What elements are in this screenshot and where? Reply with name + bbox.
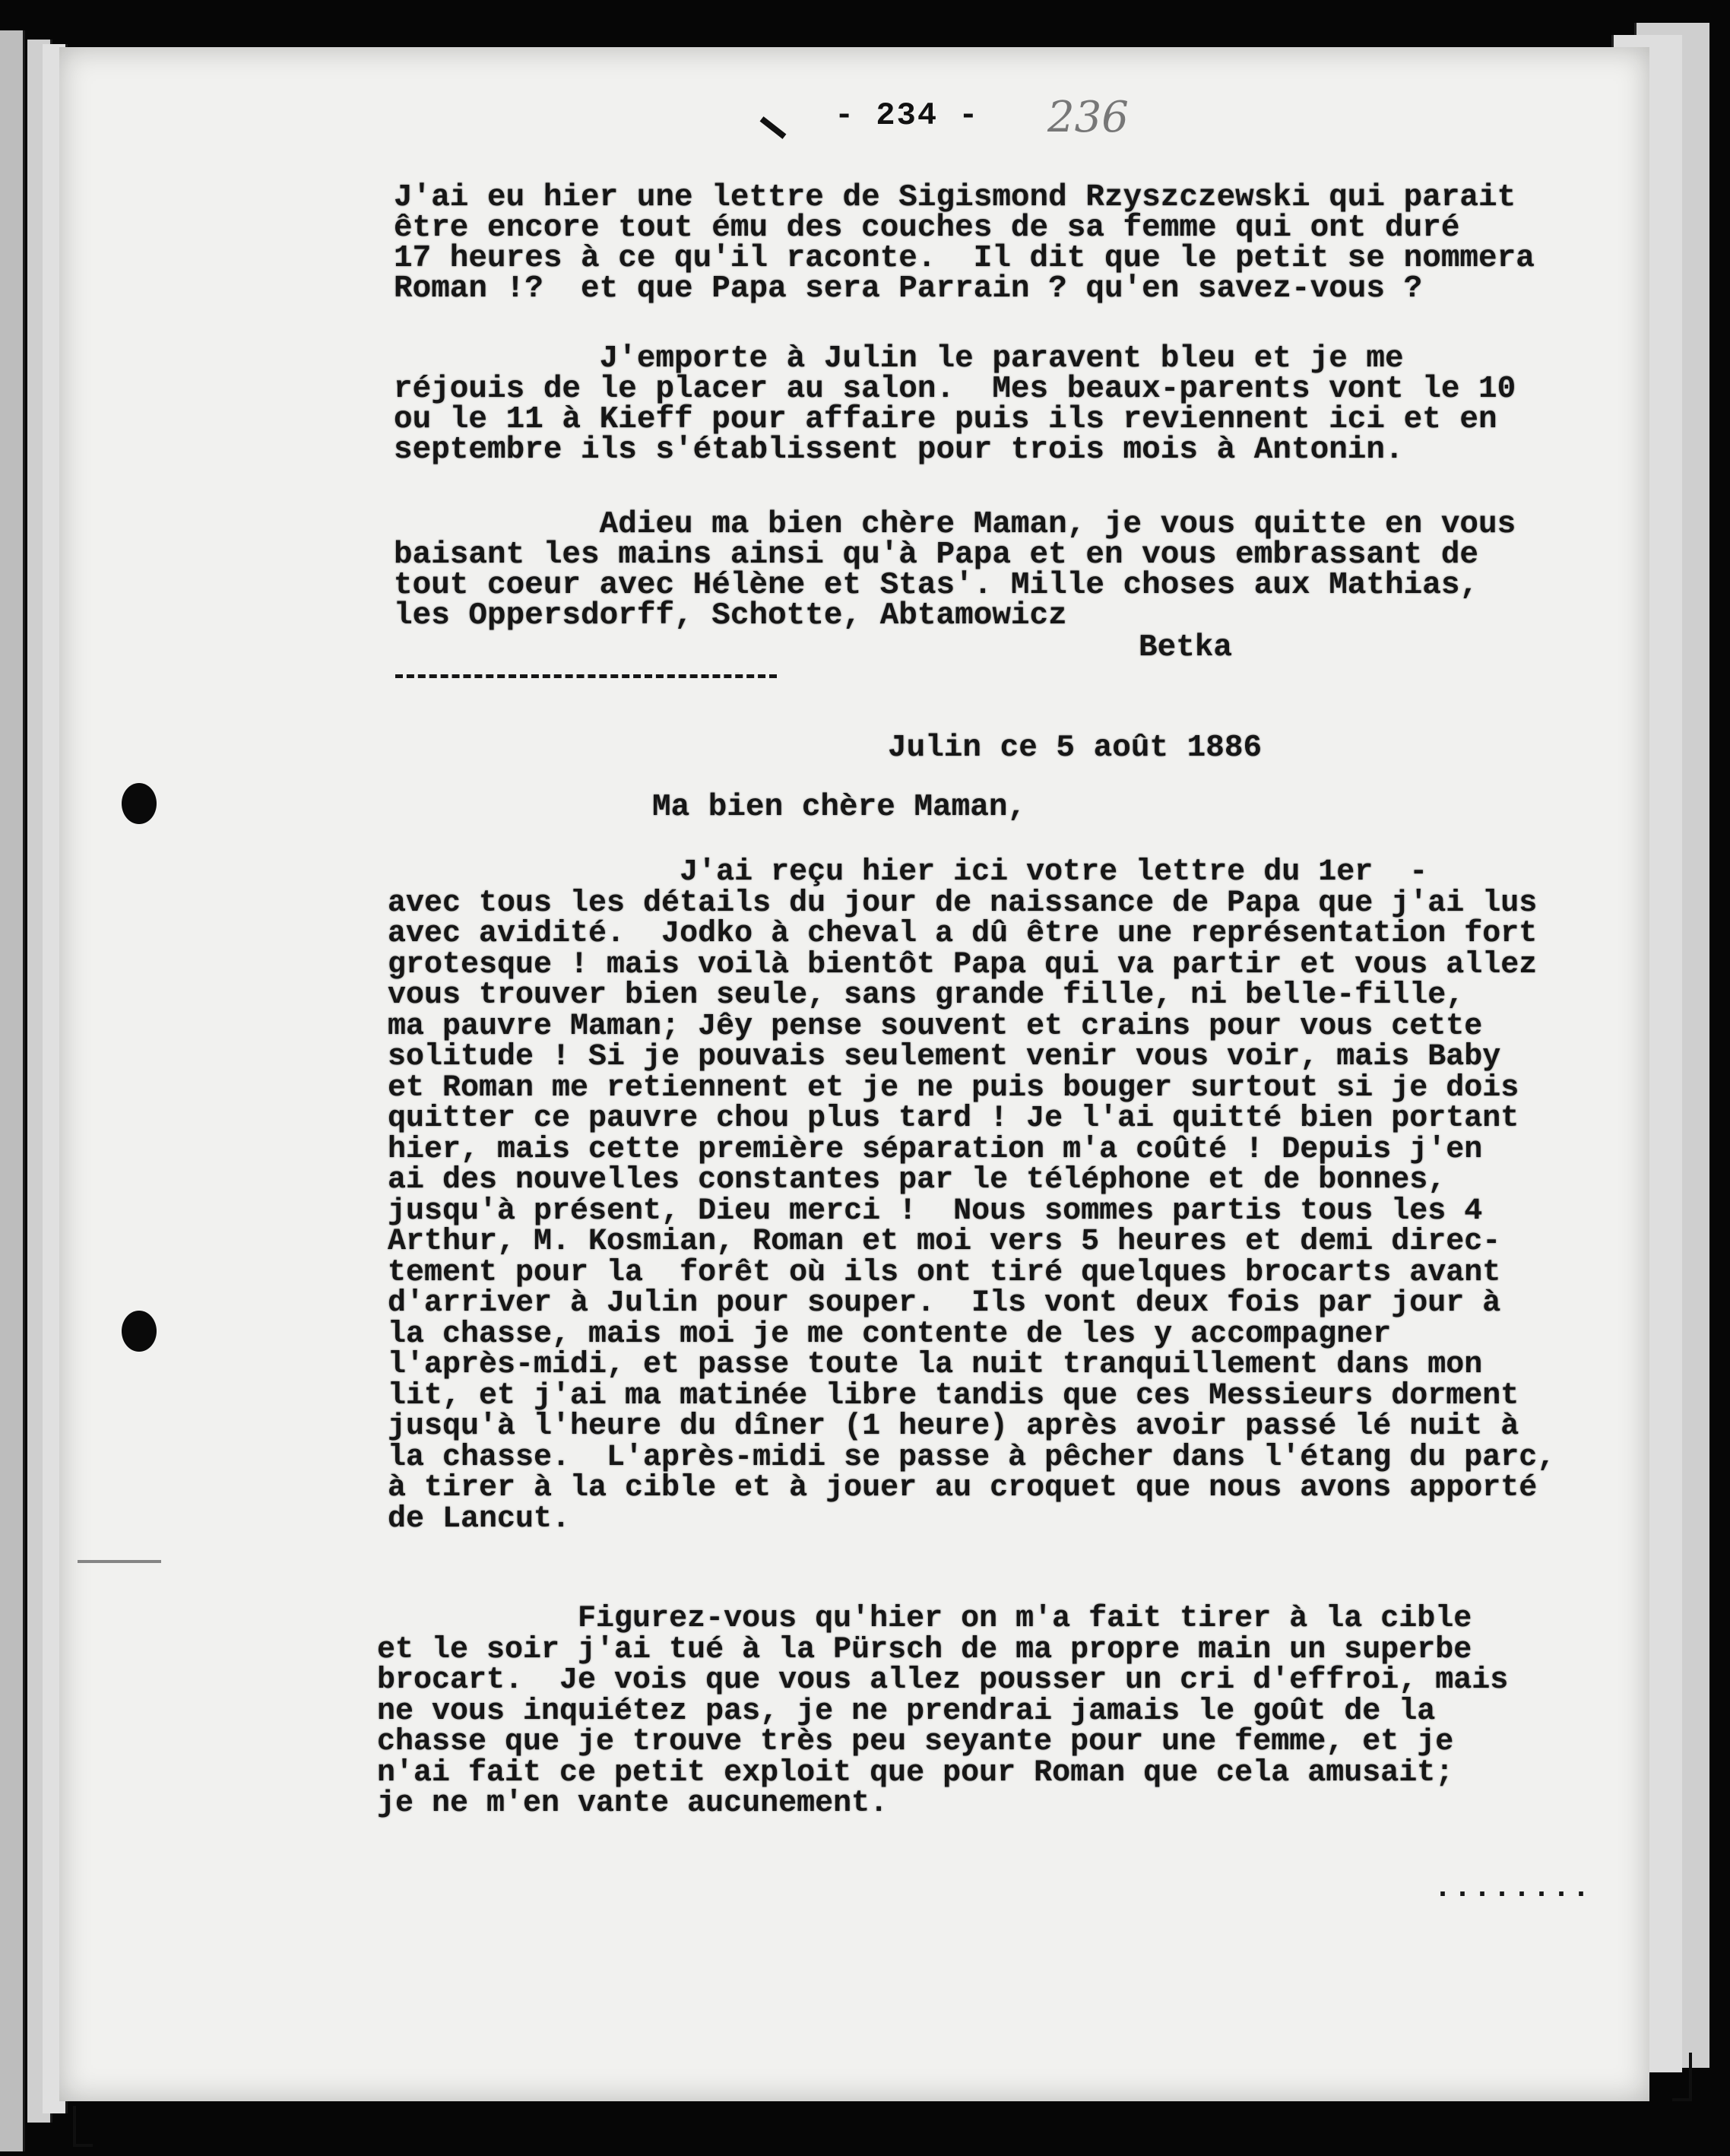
crop-mark — [1672, 2053, 1692, 2101]
punch-hole — [122, 783, 157, 824]
continuation-dots: ........ — [1434, 1872, 1592, 1906]
punch-hole — [122, 1311, 157, 1352]
signature: Betka — [1139, 630, 1233, 665]
letter-paragraph: Figurez-vous qu'hier on m'a fait tirer à la cible et le soir j'ai tué à la Pürsch de ma propre main un superbe brocart. Je vois que vous allez pousser un cri d'effroi, mais ne vous inquiétez pas, je ne prendrai jamais le goût de la chasse que je trouve très peu seyante pour une femme, et je n'ai fait ce petit exploit que pour Roman que cela amusait; je ne m'en vante aucunement. — [377, 1602, 1509, 1821]
dateline: Julin ce 5 août 1886 — [888, 731, 1263, 766]
letter-paragraph: J'ai reçu hier ici votre lettre du 1er - avec tous les détails du jour de naissance de Papa que j'ai lus avec avidité. Jodko à cheval a dû être une représentation fort grotesque ! mais voilà bientôt Papa qui va partir et vous allez vous trouver bien seule, sans grande fille, ni belle-fille, ma pauvre Maman; Jêy pense souvent et crains pour vous cette solitude ! Si je pouvais seulement venir vous voir, mais Baby et Roman me retiennent et je ne puis bouger surtout si je dois quitter ce pauvre chou plus tard ! Je l'ai quitté bien portant hier, mais cette première séparation m'a coûté ! Depuis j'en ai des nouvelles constantes par le téléphone et de bonnes, jusqu'à présent, Dieu merci ! Nous sommes partis tous les 4 Arthur, M. Kosmian, Roman et moi vers 5 heures et demi direc- tement pour la forêt où ils ont tiré quelques brocarts avant d'arriver à Julin pour souper. Ils vont deux fois par jour à la chasse, mais moi je me contente de les y accompagner l'après-midi, et passe toute la nuit tranquillement dans mon lit, et j'ai ma matinée libre tandis que ces Messieurs dorment jusqu'à l'heure du dîner (1 heure) après avoir passé lé nuit à la chasse. L'après-midi se passe à pêcher dans l'étang du parc, à tirer à la cible et à jouer au croquet que nous avons apporté de Lancut. — [388, 855, 1556, 1536]
separator-rule — [395, 674, 777, 678]
salutation: Ma bien chère Maman, — [652, 790, 1027, 825]
margin-mark — [78, 1560, 161, 1563]
page-number: - 234 - — [835, 97, 980, 134]
crop-mark — [73, 2106, 93, 2147]
document-page — [59, 47, 1649, 2101]
handwritten-page-number: 236 — [1047, 93, 1129, 142]
pen-tick-mark — [760, 116, 787, 139]
letter-paragraph: J'ai eu hier une lettre de Sigismond Rzyszczewski qui parait être encore tout ému des couches de sa femme qui ont duré 17 heures à ce qu'il raconte. Il dit que le petit se nommera Roman !? et que Papa sera Parrain ? qu'en savez-vous ? — [394, 180, 1535, 306]
letter-paragraph: J'emporte à Julin le paravent bleu et je me réjouis de le placer au salon. Mes beaux-parents vont le 10 ou le 11 à Kieff pour affaire puis ils reviennent ici et en septembre ils s'établissent pour trois mois à Antonin. — [394, 341, 1516, 468]
stacked-page-edge — [0, 30, 25, 2151]
letter-paragraph: Adieu ma bien chère Maman, je vous quitte en vous baisant les mains ainsi qu'à Papa et en vous embrassant de tout coeur avec Hélène et Stas'. Mille choses aux Mathias, les Oppersdorff, Schotte, Abtamowicz — [394, 507, 1516, 633]
